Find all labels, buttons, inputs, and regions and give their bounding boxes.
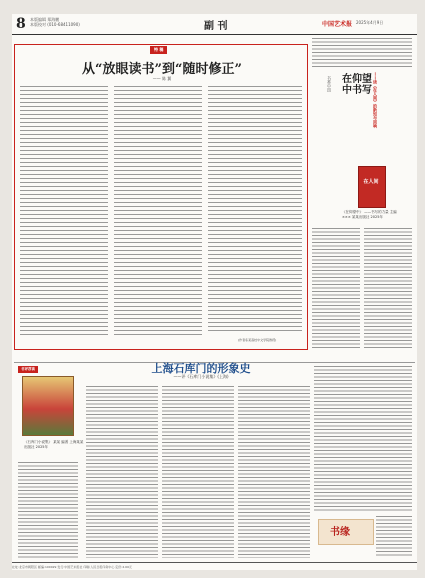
page-number: 8 [16, 16, 26, 32]
sidebar-subtitle: ——读《在人间》的新知与回响 [373, 72, 378, 128]
editor-info-line: 本版校对 (010-68411090) [30, 22, 80, 27]
column-logo-text: 书缘 [330, 527, 350, 538]
article-text-column [86, 386, 158, 558]
book-cover-title: 在人间 [363, 179, 379, 185]
book-cover-image [22, 376, 74, 436]
article-text-column [18, 462, 78, 558]
page-footer: 社址:北京市朝阳区 邮编:100029 发行:中国艺术报社 印刷:人民日报印务中心 定价:2.00元 [12, 562, 417, 570]
sidebar-label: 书香中国 [327, 76, 332, 92]
sidebar-text-column [312, 228, 360, 348]
second-headline: 上海石库门的形象史 [151, 362, 251, 375]
article-text-column [162, 386, 234, 558]
publication-date: 2025年4月9日 [356, 20, 384, 25]
byline: —— 陈 翼 [152, 76, 172, 81]
article-text-column [376, 516, 412, 558]
article-text-column [208, 86, 302, 334]
page-header [12, 14, 417, 35]
section-name: 副 刊 [204, 21, 228, 32]
article-text-column [238, 386, 310, 558]
editor-info-line: 本版编辑 郑海鹏 [30, 17, 60, 22]
article-text-column [114, 86, 202, 336]
sidebar-text-block [312, 38, 412, 68]
article-tag: 特 稿 [150, 46, 167, 54]
article-text-column [20, 86, 108, 336]
masthead: 中国艺术报 [322, 21, 353, 28]
sidebar-text-column [364, 228, 412, 348]
book-caption: 《在仰望中》 ——书写的力量 主编 ××× 某某出版社 2025年 [342, 210, 397, 219]
newspaper-page [12, 14, 417, 570]
book-caption: 《石库门小说集》 某某 编著 上海某某出版社 2025年 [24, 440, 84, 449]
sidebar-title: 在仰望中书写 [342, 74, 372, 96]
editor-info [30, 17, 80, 27]
main-headline: 从“放眼读书”到“随时修正” [82, 62, 242, 77]
book-review-tag: 书评荐读 [18, 366, 38, 373]
article-text-column [314, 366, 412, 512]
author-note: (作者系某高校中文学院教授) [238, 338, 277, 342]
book-cover-image [358, 166, 386, 208]
second-subtitle: ——评《石库门小说集》(上海) [173, 374, 229, 379]
